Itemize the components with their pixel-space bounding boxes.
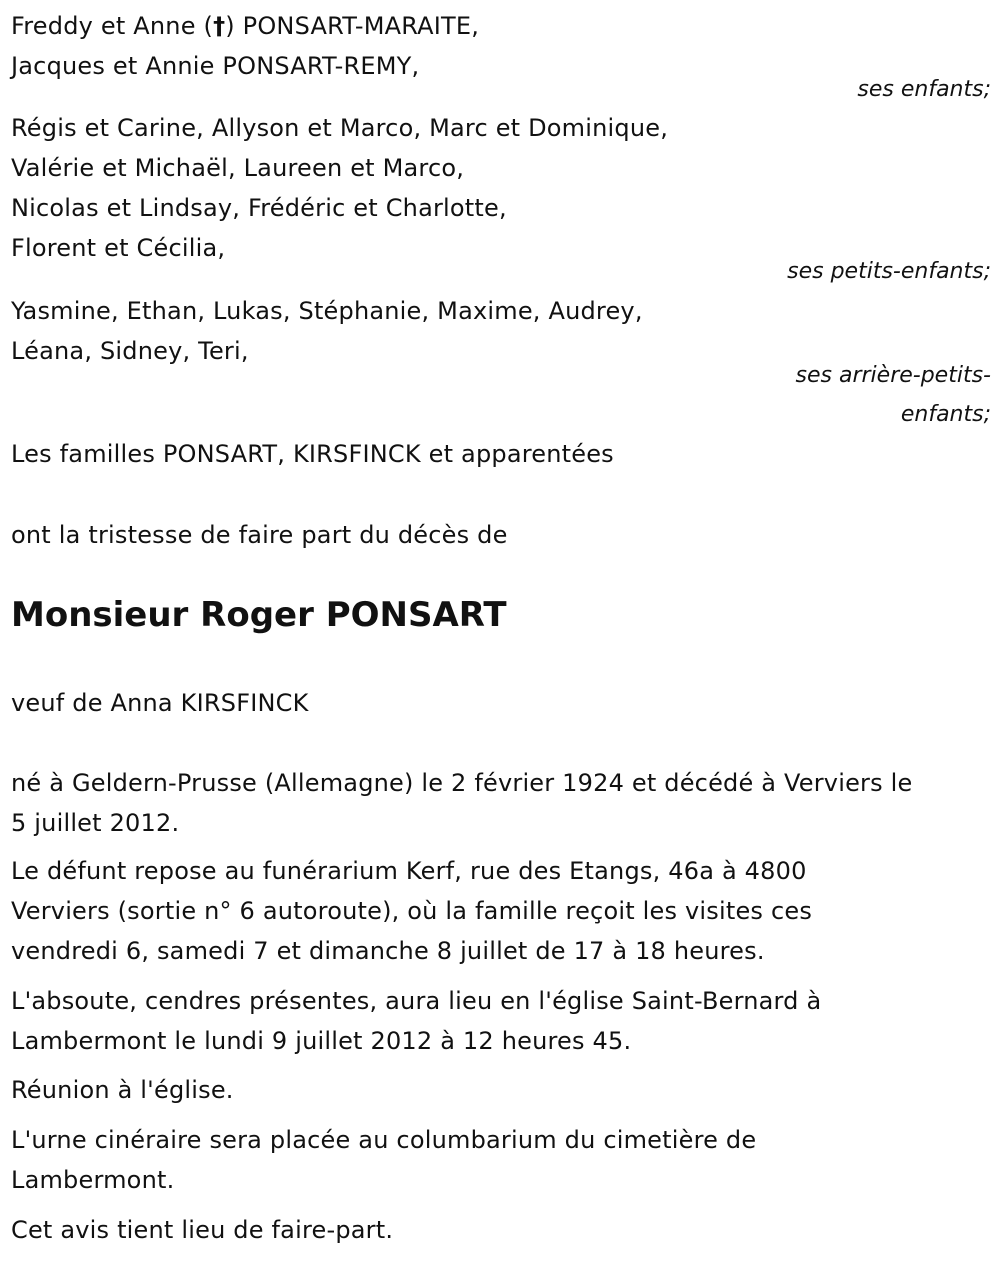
grandchildren-line-3: Nicolas et Lindsay, Frédéric et Charlotte,: [11, 194, 507, 222]
repose-line-1: Le défunt repose au funérarium Kerf, rue des Etangs, 46a à 4800: [11, 857, 807, 885]
grandchildren-line-2: Valérie et Michaël, Laureen et Marco,: [11, 154, 465, 182]
children-line-2: Jacques et Annie PONSART-REMY,: [11, 52, 420, 80]
great-grandchildren-line-1: Yasmine, Ethan, Lukas, Stéphanie, Maxime, Audrey,: [11, 297, 643, 325]
closing-line: Cet avis tient lieu de faire-part.: [11, 1216, 394, 1244]
families-line: Les familles PONSART, KIRSFINCK et apparentées: [11, 440, 614, 468]
children-role: ses enfants;: [857, 77, 991, 102]
grandchildren-line-1: Régis et Carine, Allyson et Marco, Marc et Dominique,: [11, 114, 669, 142]
birth-death-line-1: né à Geldern-Prusse (Allemagne) le 2 février 1924 et décédé à Verviers le: [11, 769, 913, 797]
announcement-line: ont la tristesse de faire part du décès de: [11, 521, 508, 549]
children-line-1: [11, 6, 479, 46]
reunion-line: Réunion à l'église.: [11, 1076, 234, 1104]
absoute-line-1: L'absoute, cendres présentes, aura lieu en l'église Saint-Bernard à: [11, 987, 822, 1015]
repose-line-2: Verviers (sortie n° 6 autoroute), où la famille reçoit les visites ces: [11, 897, 813, 925]
deceased-name: Monsieur Roger PONSART: [11, 595, 507, 635]
grandchildren-line-4: Florent et Cécilia,: [11, 234, 226, 262]
grandchildren-role: ses petits-enfants;: [787, 259, 991, 284]
children-line-1-post: ) PONSART-MARAITE,: [225, 12, 480, 40]
cross-icon: †: [213, 12, 226, 40]
urne-line-1: L'urne cinéraire sera placée au columbarium du cimetière de: [11, 1126, 757, 1154]
great-grandchildren-role-1: ses arrière-petits-: [795, 363, 991, 388]
urne-line-2: Lambermont.: [11, 1166, 175, 1194]
great-grandchildren-line-2: Léana, Sidney, Teri,: [11, 337, 249, 365]
children-line-1-pre: Freddy et Anne (: [11, 12, 214, 40]
great-grandchildren-role-2: enfants;: [900, 402, 991, 427]
birth-death-line-2: 5 juillet 2012.: [11, 809, 180, 837]
absoute-line-2: Lambermont le lundi 9 juillet 2012 à 12 heures 45.: [11, 1027, 632, 1055]
repose-line-3: vendredi 6, samedi 7 et dimanche 8 juillet de 17 à 18 heures.: [11, 937, 765, 965]
spouse-line: veuf de Anna KIRSFINCK: [11, 689, 309, 717]
